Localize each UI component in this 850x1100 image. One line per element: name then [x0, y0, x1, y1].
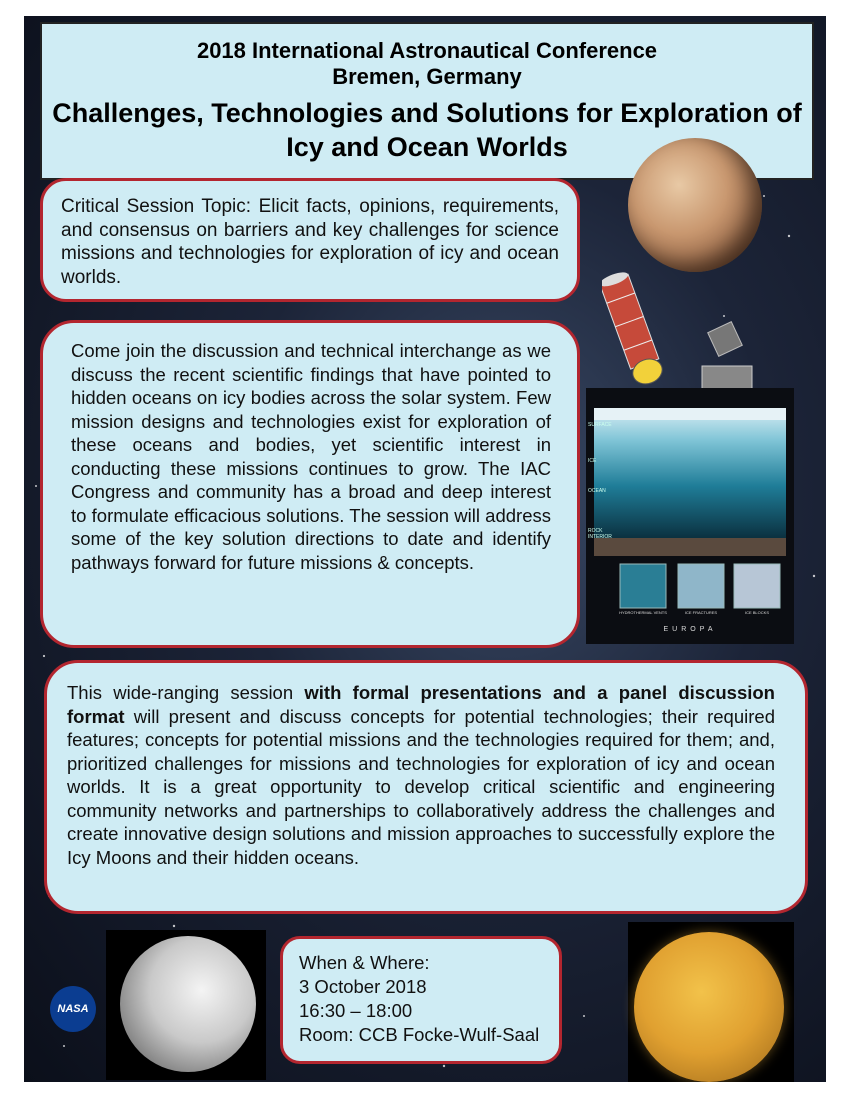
diagram-label-ocean: OCEAN: [588, 488, 606, 494]
discussion-text: Come join the discussion and technical interchange as we discuss the recent scientific findings that have pointed to hidden oceans on icy bodies across the solar system. Few mission designs and technologies exist for exploration of these oceans and bodies, yet scientific interest in conducting these missions continues to grow. The IAC Congress and community has a broad and deep interest to formulate efficacious solutions. The session will address some of the key solution directions to date and identify pathways forward for future missions & concepts.: [71, 340, 551, 573]
critical-topic-text: Critical Session Topic: Elicit facts, opinions, requirements, and consensus on barriers and key challenges for science missions and technologies for exploration of icy and ocean worlds.: [61, 196, 559, 288]
session-room: Room: CCB Focke-Wulf-Saal: [299, 1024, 540, 1045]
diagram-label-rock: ROCK INTERIOR: [588, 528, 612, 540]
poster-background: [24, 16, 826, 1082]
session-details: will present and discuss concepts for potential technologies; their required features; concepts for potential missions and the technologies required for them; and, prioritized challenges for missions and technologies for exploration of icy and ocean worlds. It is a great opportunity to develop critical scientific and engineering community networks and partnerships to collaboratively address the challenges and create innovative design solutions and mission approaches to successfully explore the Icy Moons and their hidden oceans.: [67, 705, 775, 868]
discussion-box: [40, 320, 580, 648]
session-intro: This wide-ranging session: [67, 682, 305, 703]
diagram-panel3-caption: ICE BLOCKS: [744, 610, 769, 615]
enceladus-planet: [120, 936, 256, 1072]
when-where-box: [280, 936, 562, 1064]
nasa-logo: [50, 986, 96, 1032]
diagram-panel1-caption: HYDROTHERMAL VENTS: [619, 610, 667, 615]
nasa-logo-text: NASA: [57, 1003, 89, 1015]
when-where-label: When & Where:: [299, 952, 430, 973]
titan-image: [628, 922, 794, 1082]
critical-topic-box: [40, 178, 580, 302]
session-date: 3 October 2018: [299, 976, 427, 997]
diagram-caption: EUROPA: [663, 626, 717, 633]
europa-planet-image: [628, 138, 762, 272]
session-format-emphasis: with formal presentations and a panel discussion format: [67, 682, 775, 727]
conference-location: Bremen, Germany: [332, 64, 522, 89]
titan-planet: [634, 932, 784, 1082]
diagram-label-ice: ICE: [588, 458, 597, 464]
europa-diagram: [586, 388, 794, 644]
session-title: Challenges, Technologies and Solutions for Exploration of Icy and Ocean Worlds: [52, 98, 802, 162]
session-description-text: [67, 681, 775, 869]
enceladus-image: [106, 930, 266, 1080]
session-time: 16:30 – 18:00: [299, 1000, 413, 1021]
session-description-box: [44, 660, 808, 914]
diagram-label-surface: SURFACE: [588, 422, 612, 428]
spacecraft-illustration: [602, 266, 762, 406]
conference-name: 2018 International Astronautical Conference: [196, 38, 658, 63]
diagram-panel2-caption: ICE FRACTURES: [684, 610, 718, 615]
